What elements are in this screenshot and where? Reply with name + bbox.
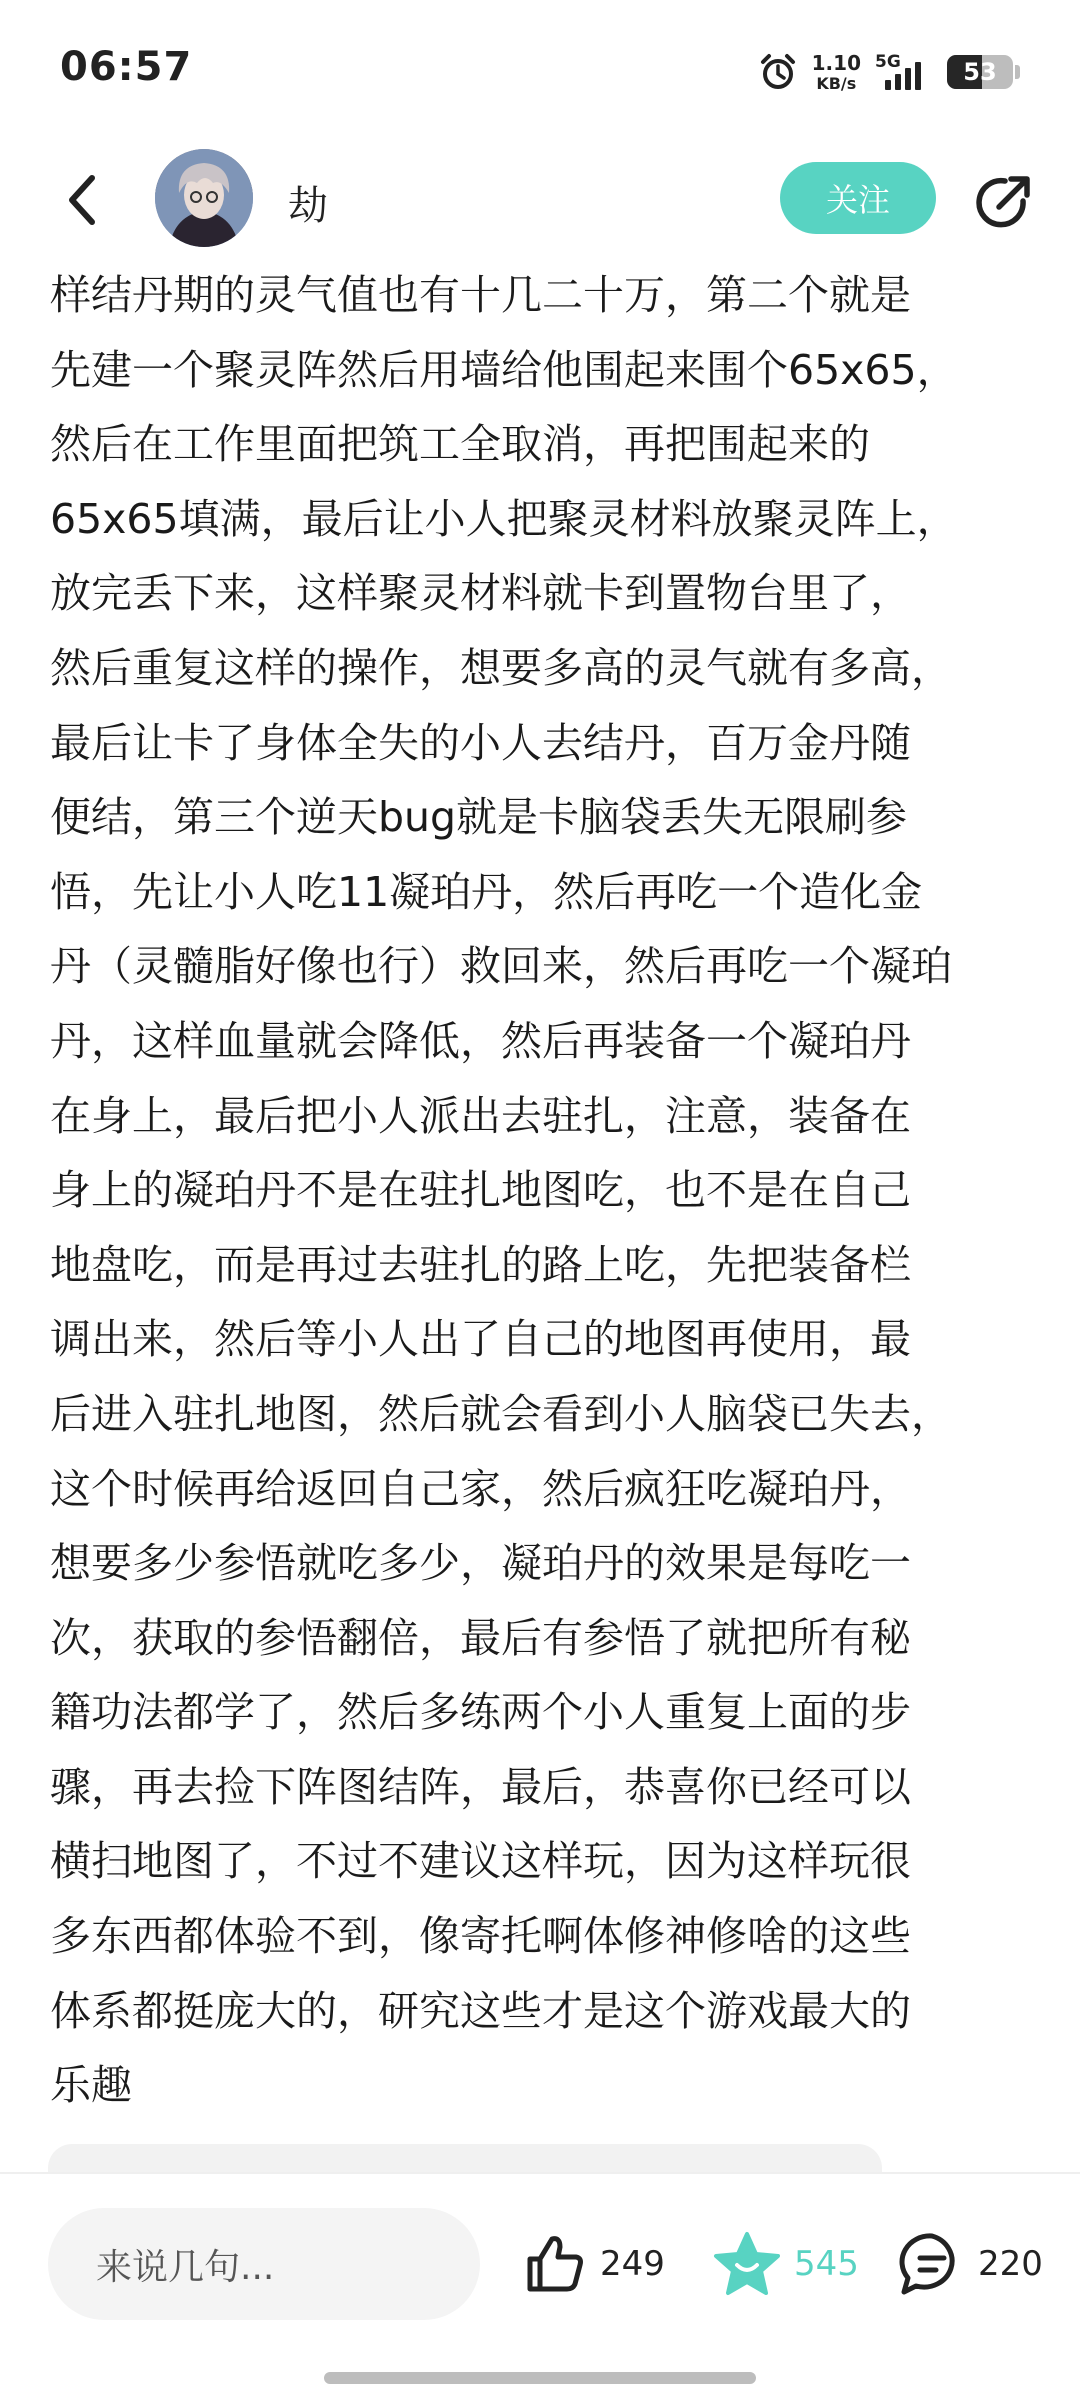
home-indicator[interactable] [324,2372,756,2384]
status-time: 06:57 [60,44,193,90]
post-body-line: 体系都挺庞大的，研究这些才是这个游戏最大的 [50,1986,911,2035]
avatar[interactable] [155,149,253,247]
post-body-line: 这个时候再给返回自己家，然后疯狂吃凝珀丹， [50,1464,911,1513]
post-body-line: 地盘吃，而是再过去驻扎的路上吃，先把装备栏 [50,1240,911,1289]
post-body-line: 想要多少参悟就吃多少，凝珀丹的效果是每吃一 [50,1539,911,1588]
signal-icon [875,52,933,92]
back-button[interactable] [52,170,112,230]
username[interactable]: 劫 [288,183,328,229]
comment-icon [898,2230,966,2298]
battery-cap [1015,65,1020,79]
post-body-line: 乐趣 [50,2061,132,2110]
post-body [50,258,1040,2123]
post-body-line: 骤，再去捡下阵图结阵，最后，恭喜你已经可以 [50,1762,911,1811]
status-bar [0,0,1080,140]
like-button[interactable] [522,2220,665,2308]
post-body-line: 籍功法都学了，然后多练两个小人重复上面的步 [50,1688,911,1737]
follow-button[interactable]: 关注 [780,162,936,234]
comment-count: 220 [978,2244,1043,2284]
net-speed-unit: KB/s [816,73,857,93]
post-body-line: 后进入驻扎地图，然后就会看到小人脑袋已失去， [50,1389,952,1438]
post-body-line: 在身上，最后把小人派出去驻扎，注意，装备在 [50,1091,911,1140]
post-body-line: 65x65填满，最后让小人把聚灵材料放聚灵阵上， [50,494,958,543]
post-body-line: 身上的凝珀丹不是在驻扎地图吃，也不是在自己 [50,1166,911,1215]
bottom-action-bar [0,2172,1080,2400]
post-body-line: 丹（灵髓脂好像也行）救回来，然后再吃一个凝珀 [50,942,952,991]
network-label: 5G [875,52,901,72]
collect-count: 545 [794,2244,859,2284]
share-icon [971,171,1035,235]
post-body-line: 悟，先让小人吃11凝珀丹，然后再吃一个造化金 [50,867,923,916]
post-body-line: 丹，这样血量就会降低，然后再装备一个凝珀丹 [50,1016,911,1065]
comment-button[interactable] [898,2220,1043,2308]
post-body-line: 然后在工作里面把筑工全取消，再把围起来的 [50,420,870,469]
like-count: 249 [600,2244,665,2284]
avatar-art [155,149,253,247]
battery-icon [947,55,1013,89]
net-speed-value: 1.10 [811,50,861,75]
star-icon [712,2229,782,2299]
comment-input[interactable]: 来说几句... [48,2208,480,2320]
alarm-icon [758,52,798,92]
back-icon [62,172,102,228]
post-body-line: 调出来，然后等小人出了自己的地图再使用，最 [50,1315,911,1364]
post-body-line: 次，获取的参悟翻倍，最后有参悟了就把所有秘 [50,1613,911,1662]
post-body-line: 多东西都体验不到，像寄托啊体修神修啥的这些 [50,1912,911,1961]
post-body-line: 先建一个聚灵阵然后用墙给他围起来围个65x65， [50,345,958,394]
post-body-line: 然后重复这样的操作，想要多高的灵气就有多高， [50,643,952,692]
status-icons [758,48,1020,96]
share-button[interactable] [968,168,1038,238]
post-body-line: 放完丢下来，这样聚灵材料就卡到置物台里了， [50,569,911,618]
net-speed [811,50,861,93]
post-header [0,140,1080,260]
post-body-line: 最后让卡了身体全失的小人去结丹，百万金丹随 [50,718,911,767]
thumbs-up-icon [522,2231,588,2297]
post-body-line: 便结，第三个逆天bug就是卡脑袋丢失无限刷参 [50,793,908,842]
battery-level: 53 [963,58,997,86]
collect-button[interactable] [712,2220,859,2308]
post-body-line: 样结丹期的灵气值也有十几二十万，第二个就是 [50,271,911,319]
post-body-line: 横扫地图了，不过不建议这样玩，因为这样玩很 [50,1837,911,1886]
